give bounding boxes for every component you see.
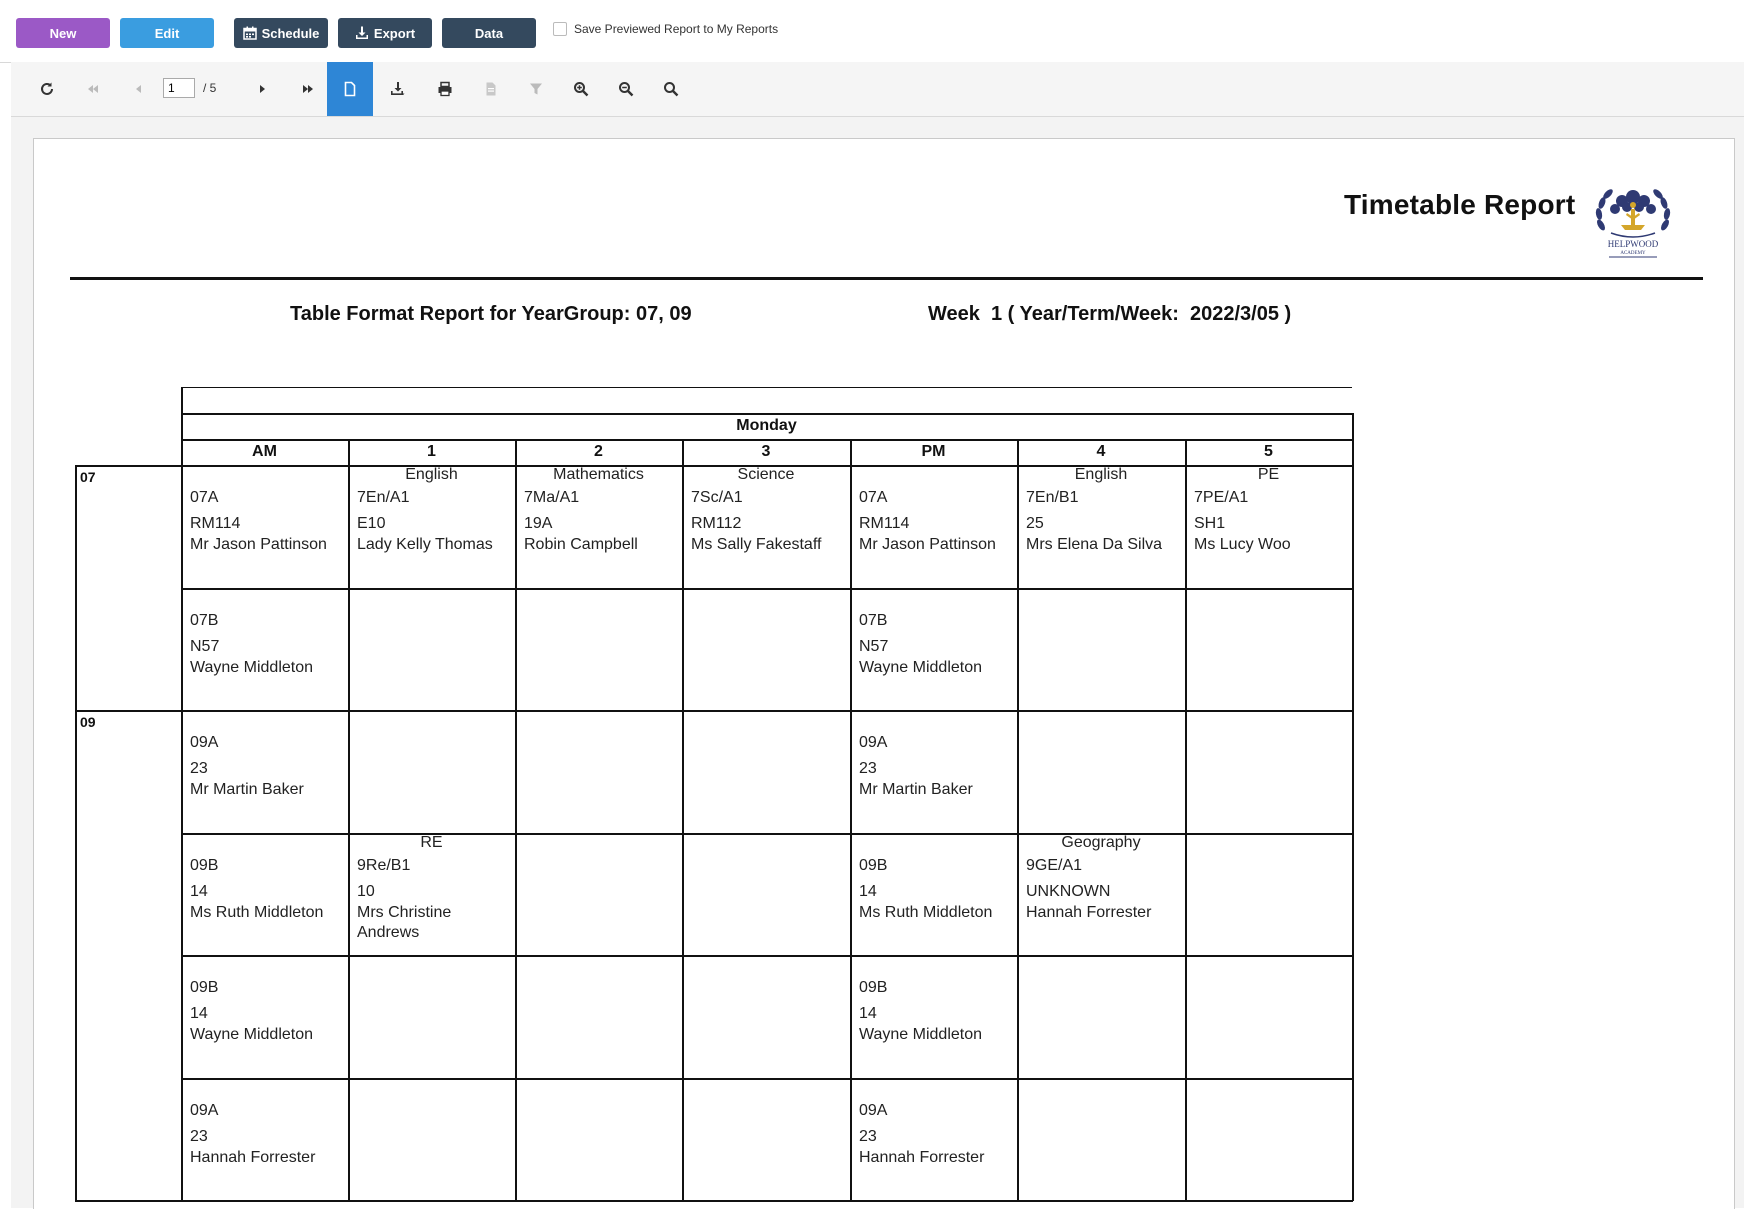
cell-class: 9Re/B1	[357, 857, 411, 874]
filter-button[interactable]	[513, 62, 559, 116]
cell-class: 07B	[190, 612, 219, 629]
save-report-checkbox[interactable]	[553, 22, 567, 36]
cell-subject: PE	[1257, 466, 1280, 483]
download-icon	[355, 26, 369, 40]
year-group-label: 09	[80, 714, 96, 730]
grid-vline	[75, 465, 77, 1201]
timetable-cell	[348, 955, 515, 1078]
timetable-cell	[181, 833, 348, 956]
day-header: Monday	[736, 417, 797, 434]
cell-room: 23	[859, 1128, 877, 1145]
timetable-cell	[348, 465, 515, 588]
schedule-button-label: Schedule	[261, 25, 320, 41]
timetable-cell	[1185, 465, 1352, 588]
single-page-icon	[342, 81, 358, 97]
cell-room: 14	[190, 1005, 208, 1022]
filter-icon	[528, 81, 544, 97]
cell-class: 09B	[859, 857, 888, 874]
cell-room: UNKNOWN	[1026, 883, 1111, 900]
period-header: 1	[427, 443, 436, 460]
report-title: Timetable Report	[1344, 189, 1576, 220]
cell-class: 07A	[859, 489, 888, 506]
cell-room: E10	[357, 515, 386, 532]
document-map-button[interactable]	[468, 62, 514, 116]
timetable-cell	[1185, 833, 1352, 956]
zoom-reset-icon	[663, 81, 679, 97]
calendar-icon	[243, 26, 257, 40]
year-group-label: 07	[80, 469, 96, 485]
new-button[interactable]	[16, 18, 110, 48]
cell-subject: English	[405, 466, 458, 483]
timetable-cell	[1185, 1078, 1352, 1201]
cell-class: 09A	[190, 1102, 219, 1119]
cell-class: 09A	[859, 734, 888, 751]
cell-teacher: Mrs Elena Da Silva	[1026, 536, 1163, 553]
page-number-input[interactable]	[163, 78, 195, 98]
timetable-cell	[850, 588, 1017, 711]
next-page-icon	[254, 81, 270, 97]
cell-class: 7Ma/A1	[524, 489, 580, 506]
action-bar	[0, 0, 1744, 63]
cell-teacher: Mrs Christine Andrews	[357, 904, 452, 941]
cell-room: 23	[190, 760, 208, 777]
cell-class: 7Sc/A1	[691, 489, 743, 506]
timetable-cell	[348, 588, 515, 711]
export-button-label: Export	[373, 25, 416, 41]
cell-class: 07B	[859, 612, 888, 629]
cell-class: 09A	[859, 1102, 888, 1119]
zoom-out-button[interactable]	[603, 62, 649, 116]
data-button[interactable]	[442, 18, 536, 48]
prev-page-icon	[131, 81, 147, 97]
cell-teacher: Hannah Forrester	[859, 1149, 985, 1166]
zoom-in-icon	[573, 81, 589, 97]
timetable-cell	[181, 465, 348, 588]
cell-class: 09B	[190, 979, 219, 996]
timetable-cell	[348, 1078, 515, 1201]
timetable-cell	[682, 955, 850, 1078]
cell-teacher: Mr Martin Baker	[859, 781, 973, 798]
prev-page-button[interactable]	[116, 62, 162, 116]
cell-teacher: Hannah Forrester	[1026, 904, 1152, 921]
export-button[interactable]	[338, 18, 432, 48]
timetable-cell	[682, 588, 850, 711]
cell-subject: RE	[420, 834, 443, 851]
timetable-cell	[850, 710, 1017, 833]
cell-room: SH1	[1194, 515, 1226, 532]
header-top-line	[181, 387, 1352, 388]
timetable-cell	[181, 710, 348, 833]
timetable-cell	[1185, 710, 1352, 833]
refresh-button[interactable]	[24, 62, 70, 116]
timetable-cell	[1017, 955, 1185, 1078]
cell-room: 14	[859, 1005, 877, 1022]
refresh-icon	[39, 81, 55, 97]
cell-room: RM112	[691, 515, 742, 532]
cell-teacher: Ms Ruth Middleton	[190, 904, 324, 921]
timetable-cell	[682, 710, 850, 833]
cell-room: N57	[859, 638, 889, 655]
last-page-icon	[300, 81, 316, 97]
save-download-icon	[390, 81, 406, 97]
report-page	[33, 138, 1735, 1209]
day-header-top-line	[181, 413, 1353, 415]
report-subtitle: Table Format Report for YearGroup: 07, 09	[290, 303, 692, 325]
timetable-cell	[682, 465, 850, 588]
cell-room: 25	[1026, 515, 1044, 532]
cell-room: 23	[190, 1128, 208, 1145]
timetable-cell	[850, 1078, 1017, 1201]
print-icon	[437, 81, 453, 97]
single-page-view-button[interactable]	[327, 62, 373, 116]
timetable-cell	[1017, 710, 1185, 833]
save-as-button[interactable]	[375, 62, 421, 116]
cell-teacher: Mr Jason Pattinson	[190, 536, 327, 553]
logo-subtext: ACADEMY	[1620, 251, 1646, 256]
timetable-cell	[515, 833, 682, 956]
period-header: 3	[761, 443, 771, 460]
cell-class: 7En/A1	[357, 489, 410, 506]
cell-subject: Mathematics	[553, 466, 644, 483]
cell-room: 19A	[524, 515, 553, 532]
cell-class: 7En/B1	[1026, 489, 1079, 506]
zoom-reset-button[interactable]	[648, 62, 694, 116]
timetable-cell	[1017, 1078, 1185, 1201]
cell-room: 14	[190, 883, 208, 900]
cell-teacher: Ms Ruth Middleton	[859, 904, 993, 921]
title-rule	[70, 277, 1703, 280]
document-icon	[483, 81, 499, 97]
cell-subject: Geography	[1061, 834, 1141, 851]
cell-room: 14	[859, 883, 877, 900]
cell-class: 09B	[190, 857, 219, 874]
period-header-top-line	[181, 439, 1353, 441]
cell-room: N57	[190, 638, 220, 655]
print-button[interactable]	[422, 62, 468, 116]
period-header: PM	[921, 443, 946, 460]
cell-teacher: Mr Jason Pattinson	[859, 536, 996, 553]
cell-room: RM114	[859, 515, 910, 532]
cell-teacher: Robin Campbell	[524, 536, 638, 553]
period-header: 4	[1096, 443, 1106, 460]
next-page-button[interactable]	[239, 62, 285, 116]
cell-teacher: Wayne Middleton	[859, 1026, 983, 1043]
last-page-button[interactable]	[285, 62, 331, 116]
cell-teacher: Wayne Middleton	[190, 659, 314, 676]
timetable-cell	[850, 955, 1017, 1078]
cell-teacher: Wayne Middleton	[859, 659, 983, 676]
cell-teacher: Mr Martin Baker	[190, 781, 304, 798]
cell-teacher: Ms Lucy Woo	[1194, 536, 1291, 553]
grid-vline	[1352, 413, 1354, 439]
first-page-button[interactable]	[70, 62, 116, 116]
grid-vline	[1352, 439, 1354, 1201]
cell-class: 07A	[190, 489, 219, 506]
cell-class: 7PE/A1	[1194, 489, 1249, 506]
timetable-cell	[1185, 588, 1352, 711]
data-button-label: Data	[474, 25, 504, 41]
new-button-label: New	[49, 25, 77, 41]
zoom-in-button[interactable]	[558, 62, 604, 116]
cell-class: 9GE/A1	[1026, 857, 1083, 874]
schedule-button[interactable]	[234, 18, 328, 48]
cell-subject: English	[1074, 466, 1128, 483]
timetable-cell	[515, 710, 682, 833]
edit-button-label: Edit	[154, 25, 180, 41]
cell-teacher: Ms Sally Fakestaff	[691, 536, 822, 553]
timetable-cell	[850, 465, 1017, 588]
cell-room: 10	[357, 883, 375, 900]
timetable-cell	[348, 833, 515, 956]
timetable-cell	[515, 465, 682, 588]
timetable-cell	[515, 1078, 682, 1201]
logo-text: HELPWOOD	[1607, 239, 1659, 249]
timetable-cell	[682, 1078, 850, 1201]
save-report-option[interactable]	[553, 22, 778, 36]
timetable-cell	[682, 833, 850, 956]
first-page-icon	[85, 81, 101, 97]
period-header: 2	[594, 443, 603, 460]
timetable-cell	[348, 710, 515, 833]
cell-class: 09A	[190, 734, 219, 751]
cell-class: 09B	[859, 979, 888, 996]
timetable-cell	[1017, 465, 1185, 588]
cell-room: RM114	[190, 515, 241, 532]
cell-teacher: Wayne Middleton	[190, 1026, 314, 1043]
timetable-cell	[181, 955, 348, 1078]
timetable-cell	[515, 955, 682, 1078]
save-report-label: Save Previewed Report to My Reports	[574, 22, 779, 36]
zoom-out-icon	[618, 81, 634, 97]
period-header: 5	[1264, 443, 1273, 460]
timetable-cell	[1185, 955, 1352, 1078]
period-header: AM	[252, 443, 277, 460]
viewer-toolbar	[11, 62, 1744, 117]
timetable-cell	[1017, 833, 1185, 956]
cell-subject: Science	[737, 466, 795, 483]
timetable-cell	[181, 1078, 348, 1201]
timetable-cell	[515, 588, 682, 711]
cell-teacher: Hannah Forrester	[190, 1149, 316, 1166]
week-info: Week 1 ( Year/Term/Week: 2022/3/05 )	[928, 303, 1292, 325]
timetable-cell	[181, 588, 348, 711]
timetable-cell	[850, 833, 1017, 956]
cell-room: 23	[859, 760, 877, 777]
timetable-cell	[1017, 588, 1185, 711]
school-logo	[1591, 181, 1675, 261]
cell-teacher: Lady Kelly Thomas	[357, 536, 493, 553]
edit-button[interactable]	[120, 18, 214, 48]
report-viewer	[11, 62, 1744, 1208]
page-total: / 5	[203, 81, 217, 95]
